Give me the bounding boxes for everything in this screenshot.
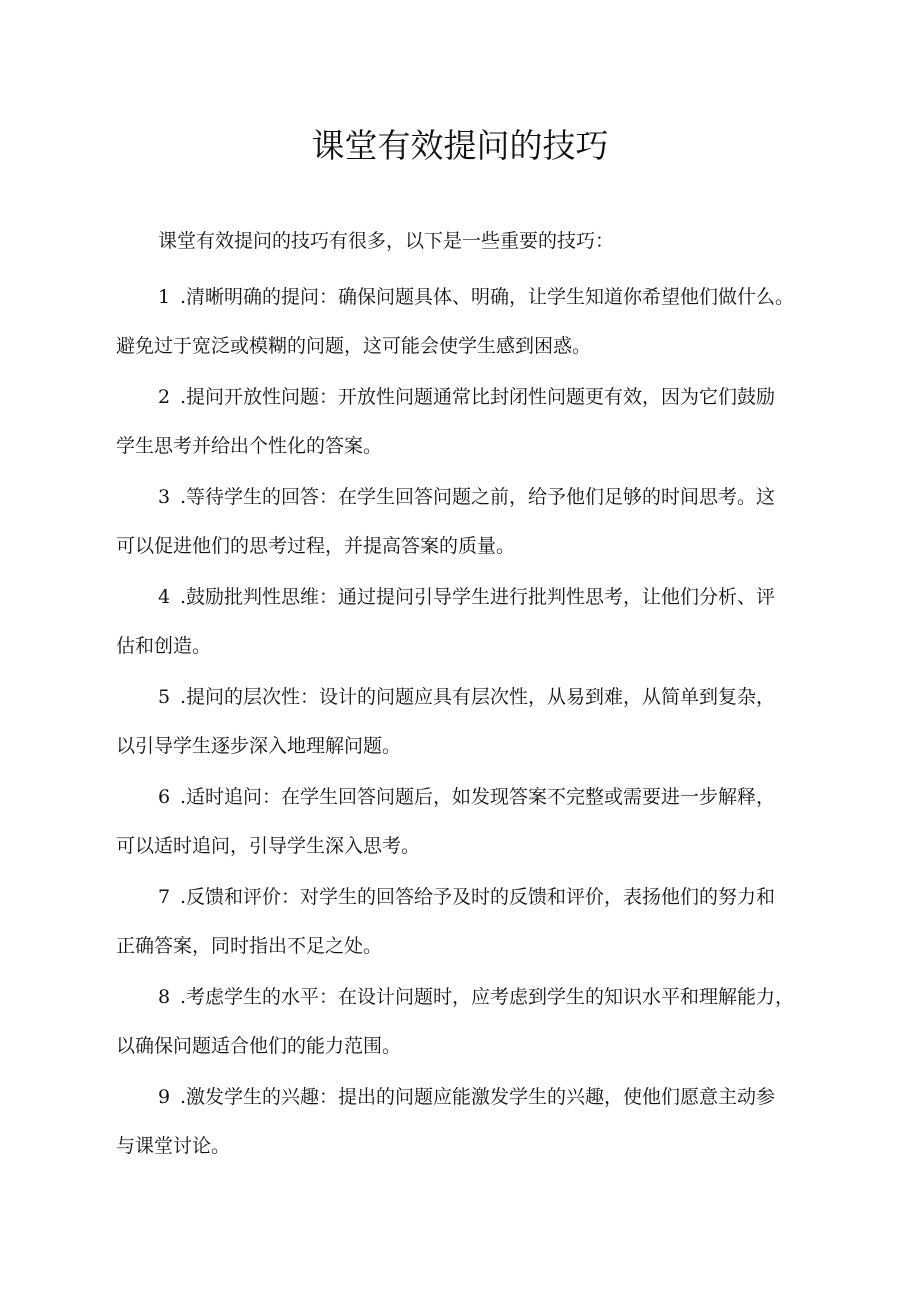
list-item-text: .等待学生的回答：在学生回答问题之前，给予他们足够的时间思考。这 — [180, 486, 776, 508]
list-item-text: .提问的层次性：设计的问题应具有层次性，从易到难，从简单到复杂， — [180, 686, 776, 708]
document-title: 课堂有效提问的技巧 — [311, 126, 609, 165]
tips-list — [116, 273, 816, 1171]
list-item-number: 2 — [158, 386, 171, 408]
list-item-continuation: 以确保问题适合他们的能力范围。 — [116, 1035, 402, 1057]
intro-paragraph: 课堂有效提问的技巧有很多，以下是一些重要的技巧： — [158, 230, 615, 252]
list-item-continuation: 估和创造。 — [116, 635, 212, 657]
list-item-continuation: 与课堂讨论。 — [116, 1135, 231, 1157]
list-item — [116, 773, 816, 871]
list-item-text: .考虑学生的水平：在设计问题时，应考虑到学生的知识水平和理解能力， — [180, 986, 795, 1008]
list-item — [116, 373, 816, 471]
list-item-text: .提问开放性问题：开放性问题通常比封闭性问题更有效，因为它们鼓励 — [180, 386, 776, 408]
list-item-text: .激发学生的兴趣：提出的问题应能激发学生的兴趣，使他们愿意主动参 — [180, 1086, 776, 1108]
list-item-first-line — [116, 973, 816, 1022]
list-item-number: 3 — [158, 486, 171, 508]
list-item — [116, 273, 816, 371]
list-item-text: .反馈和评价：对学生的回答给予及时的反馈和评价，表扬他们的努力和 — [180, 886, 776, 908]
list-item-text: .清晰明确的提问：确保问题具体、明确，让学生知道你希望他们做什么。 — [180, 286, 795, 308]
list-item — [116, 673, 816, 771]
list-item-continuation: 学生思考并给出个性化的答案。 — [116, 435, 383, 457]
list-item-first-line — [116, 473, 816, 522]
list-item-number: 5 — [158, 686, 171, 708]
list-item-first-line — [116, 773, 816, 822]
list-item — [116, 473, 816, 571]
list-item-number: 7 — [158, 886, 171, 908]
list-item-first-line — [116, 673, 816, 722]
list-item — [116, 573, 816, 671]
list-item-number: 1 — [158, 286, 171, 308]
list-item-continuation: 正确答案，同时指出不足之处。 — [116, 935, 383, 957]
list-item-continuation: 可以促进他们的思考过程，并提高答案的质量。 — [116, 535, 516, 557]
list-item-number: 9 — [158, 1086, 171, 1108]
list-item — [116, 1073, 816, 1171]
list-item-number: 6 — [158, 786, 171, 808]
list-item-continuation: 避免过于宽泛或模糊的问题，这可能会使学生感到困惑。 — [116, 335, 592, 357]
list-item-first-line — [116, 1073, 816, 1122]
list-item-continuation: 可以适时追问，引导学生深入思考。 — [116, 835, 421, 857]
list-item-first-line — [116, 273, 816, 322]
list-item-text: .适时追问：在学生回答问题后，如发现答案不完整或需要进一步解释， — [180, 786, 776, 808]
list-item-first-line — [116, 373, 816, 422]
list-item-number: 4 — [158, 586, 171, 608]
list-item-text: .鼓励批判性思维：通过提问引导学生进行批判性思考，让他们分析、评 — [180, 586, 776, 608]
list-item-first-line — [116, 573, 816, 622]
list-item-first-line — [116, 873, 816, 922]
list-item — [116, 873, 816, 971]
list-item — [116, 973, 816, 1071]
list-item-number: 8 — [158, 986, 171, 1008]
list-item-continuation: 以引导学生逐步深入地理解问题。 — [116, 735, 402, 757]
